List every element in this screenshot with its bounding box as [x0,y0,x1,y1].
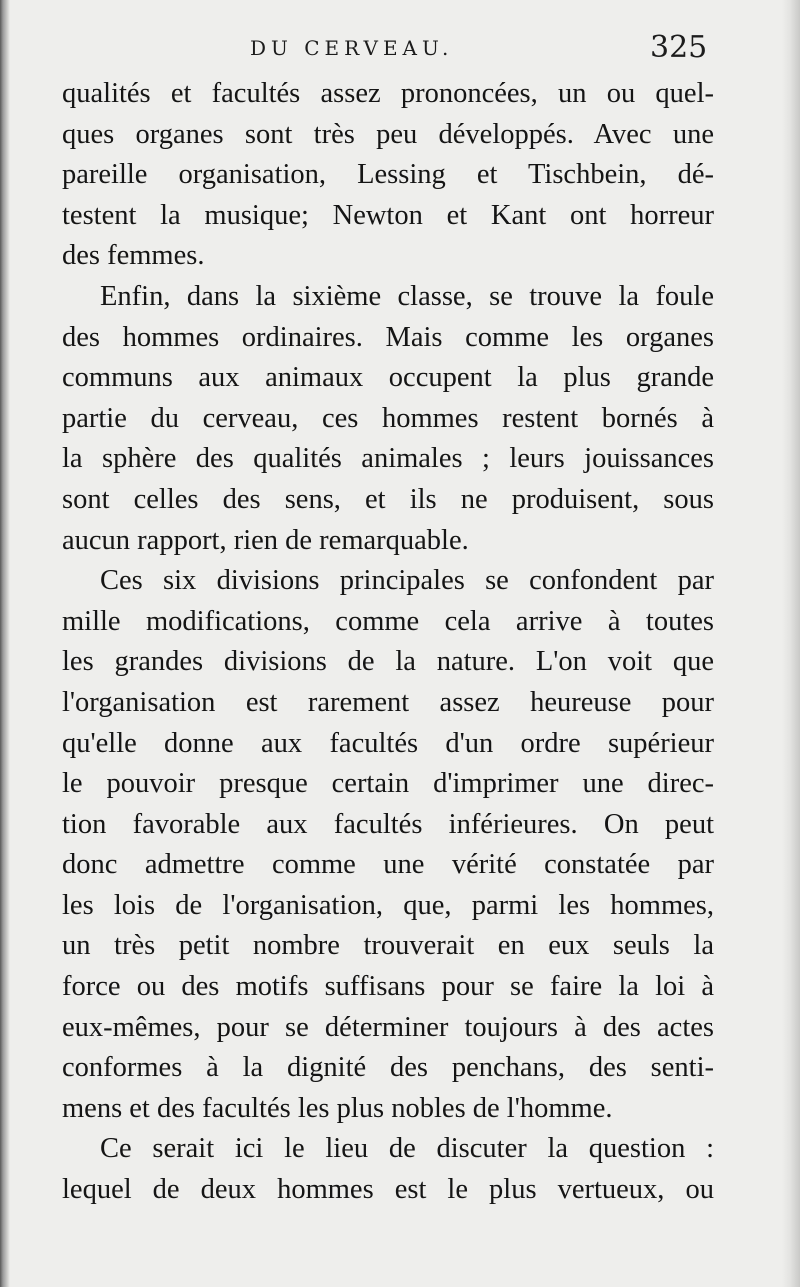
text-line: tion favorable aux facultés inférieures. On peut [62,808,714,840]
text-line: aucun rapport, rien de remarquable. [62,524,469,556]
page-number: 325 [650,30,708,65]
page-gutter-shadow [0,0,10,1287]
text-line: donc admettre comme une vérité constatée par [62,849,714,881]
text-line: eux-mêmes, pour se déterminer toujours à des actes [62,1011,714,1043]
text-line: mens et des facultés les plus nobles de l'homme. [62,1092,613,1124]
text-line: conformes à la dignité des penchans, des senti- [62,1052,714,1084]
page-edge-shadow [782,0,800,1287]
text-line: sont celles des sens, et ils ne produisent, sous [62,483,714,515]
text-line: testent la musique; Newton et Kant ont horreur [62,199,714,231]
text-line: Ces six divisions principales se confondent par [100,565,714,597]
text-line: des hommes ordinaires. Mais comme les organes [62,321,714,353]
text-line: qualités et facultés assez prononcées, un ou quel- [62,78,714,109]
text-line: Enfin, dans la sixième classe, se trouve la foule [100,280,714,312]
text-line: le pouvoir presque certain d'imprimer une direc- [62,768,714,800]
text-line: communs aux animaux occupent la plus grande [62,362,714,394]
text-line: un très petit nombre trouverait en eux seuls la [62,930,714,962]
text-line: l'organisation est rarement assez heureuse pour [62,686,714,718]
text-line: pareille organisation, Lessing et Tischbein, dé- [62,159,714,191]
text-line: lequel de deux hommes est le plus vertueux, ou [62,1174,714,1206]
text-line: ques organes sont très peu développés. Avec une [62,118,714,150]
text-line: mille modifications, comme cela arrive à toutes [62,605,714,637]
text-line: des femmes. [62,240,205,272]
text-line: les lois de l'organisation, que, parmi les hommes, [62,889,714,921]
text-line: la sphère des qualités animales ; leurs jouissances [62,443,714,475]
text-line: les grandes divisions de la nature. L'on voit que [62,646,714,678]
text-line: qu'elle donne aux facultés d'un ordre supérieur [62,727,714,759]
text-line: Ce serait ici le lieu de discuter la question : [100,1133,714,1165]
text-line: force ou des motifs suffisans pour se faire la loi à [62,971,714,1003]
body-text [62,74,714,1211]
running-title: DU CERVEAU. [250,36,454,60]
text-line: partie du cerveau, ces hommes restent bornés à [62,402,714,434]
